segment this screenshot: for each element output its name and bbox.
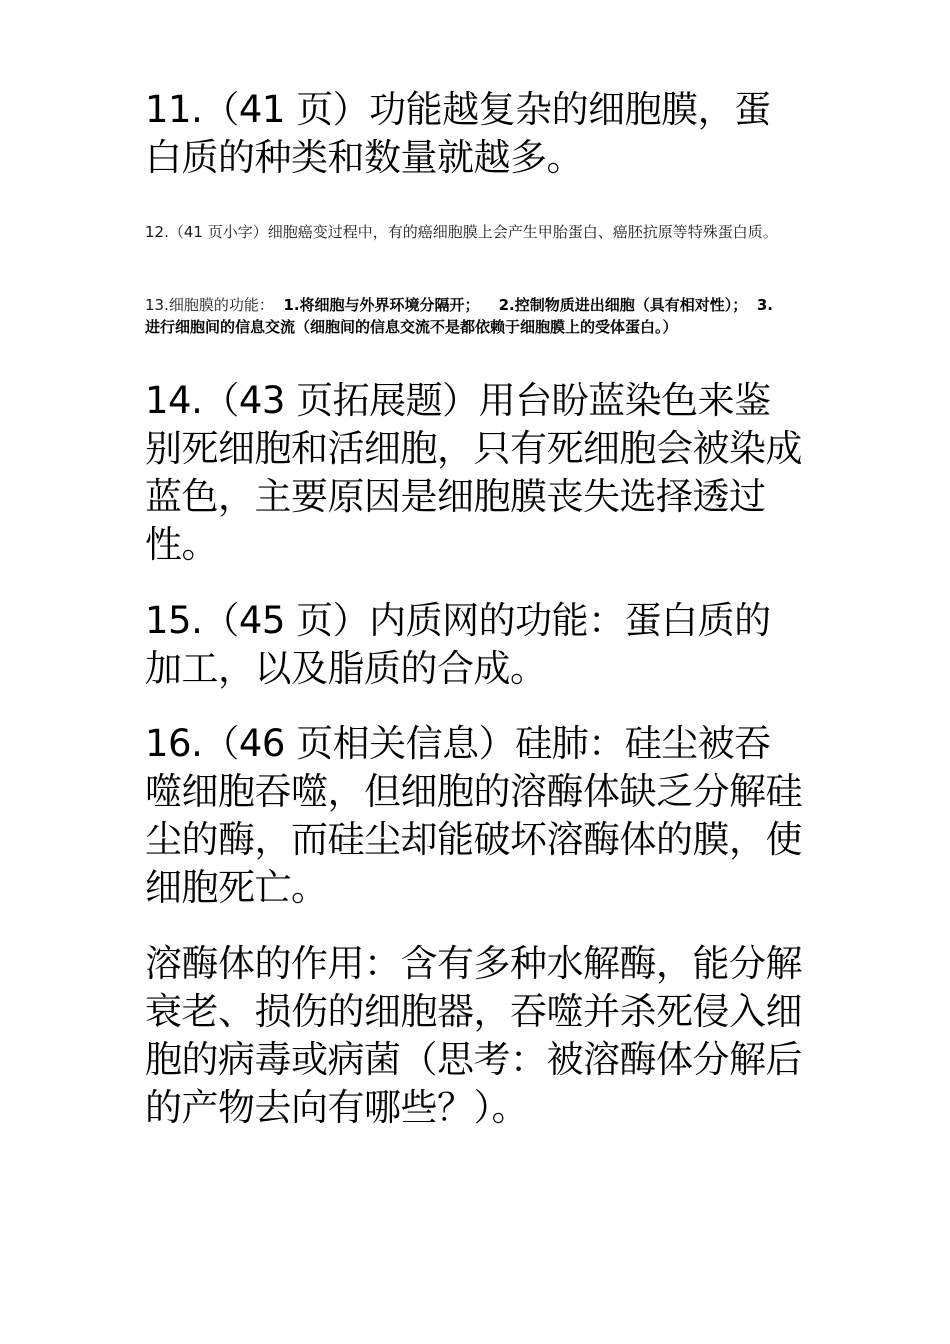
note-12: 12.（41 页小字）细胞癌变过程中，有的癌细胞膜上会产生甲胎蛋白、癌胚抗原等特殊蛋白质。 (145, 223, 778, 241)
note-16: 16.（46 页相关信息）硅肺：硅尘被吞噬细胞吞噬，但细胞的溶酶体缺乏分解硅尘的酶，而硅尘却能破坏溶酶体的膜，使细胞死亡。 (145, 722, 802, 909)
note-14: 14.（43 页拓展题）用台盼蓝染色来鉴别死细胞和活细胞，只有死细胞会被染成蓝色，主要原因是细胞膜丧失选择透过性。 (145, 379, 802, 566)
note-15: 15.（45 页）内质网的功能：蛋白质的加工，以及脂质的合成。 (145, 599, 771, 690)
note-13-item-3: 3.进行细胞间的信息交流（细胞间的信息交流不是都依赖于细胞膜上的受体蛋白。） (145, 296, 773, 336)
note-13-item-1: 1.将细胞与外界环境分隔开； (283, 296, 480, 314)
note-11: 11.（41 页）功能越复杂的细胞膜，蛋白质的种类和数量就越多。 (145, 88, 771, 179)
note-13-lead: 13.细胞膜的功能： (145, 296, 274, 314)
note-lysosome-function: 溶酶体的作用：含有多种水解酶，能分解衰老、损伤的细胞器，吞噬并杀死侵入细胞的病毒或病菌（思考：被溶酶体分解后的产物去向有哪些？）。 (145, 942, 802, 1129)
note-13-item-2: 2.控制物质进出细胞（具有相对性）； (498, 296, 748, 314)
note-13 (145, 294, 785, 338)
